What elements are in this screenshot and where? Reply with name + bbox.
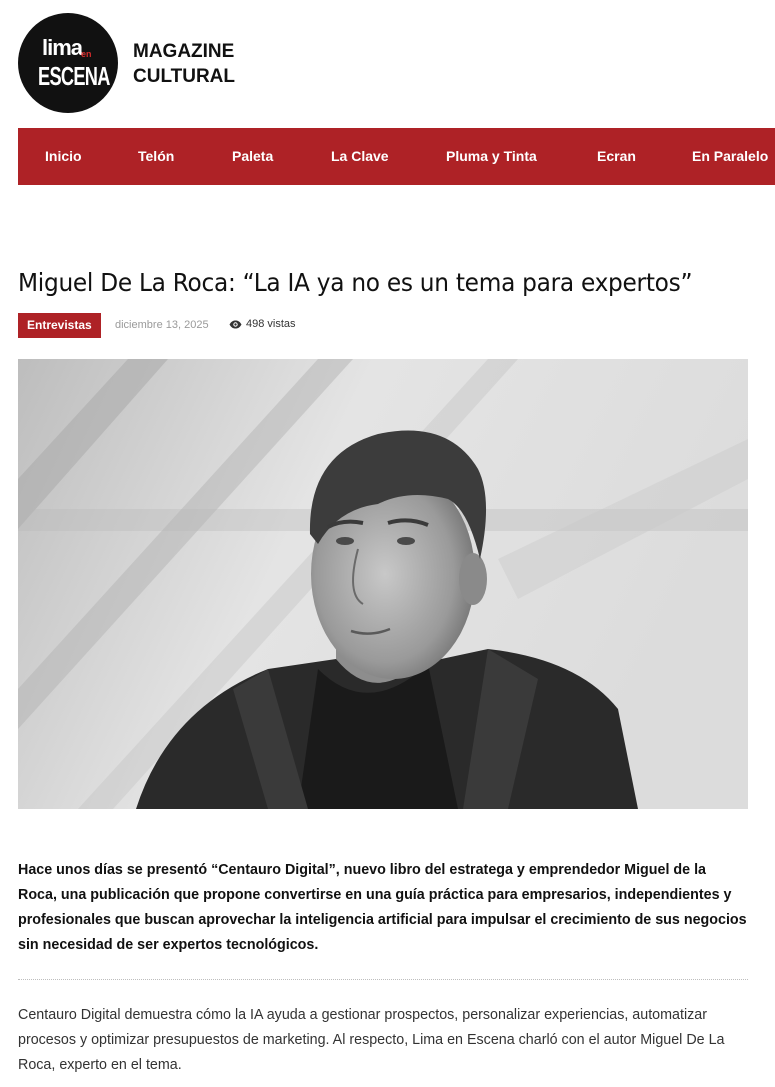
portrait-photo <box>18 359 748 809</box>
logo-escena-text: ESCENA <box>38 61 110 91</box>
logo-en-text: en <box>81 49 92 59</box>
nav-item-inicio[interactable]: Inicio <box>45 148 82 164</box>
nav-item-ecran[interactable]: Ecran <box>597 148 636 164</box>
site-tagline <box>133 39 235 89</box>
nav-item-pluma-y-tinta[interactable]: Pluma y Tinta <box>446 148 537 164</box>
main-nav <box>18 128 775 185</box>
eye-icon <box>229 320 242 329</box>
article-title: Miguel De La Roca: “La IA ya no es un tema para expertos” <box>18 268 693 297</box>
article-lead: Hace unos días se presentó “Centauro Digital”, nuevo libro del estratega y emprendedor Miguel de la Roca, una publicación que propone convertirse en una guía práctica para empresarios, independientes y profesionales que buscan aprovechar la inteligencia artificial para impulsar el crecimiento de sus negocios sin necesidad de ser expertos tecnológicos. <box>18 862 747 953</box>
nav-item-telon[interactable]: Telón <box>138 148 175 164</box>
article-date: diciembre 13, 2025 <box>115 319 209 331</box>
views-text: 498 vistas <box>246 318 296 330</box>
category-badge[interactable]: Entrevistas <box>18 313 101 338</box>
views-count <box>229 318 296 330</box>
tagline-line-1: MAGAZINE <box>133 41 235 62</box>
site-logo[interactable] <box>18 13 118 113</box>
section-divider <box>18 979 748 980</box>
tagline-line-2: CULTURAL <box>133 66 236 87</box>
nav-item-paleta[interactable]: Paleta <box>232 148 274 164</box>
logo-lima-text: lima <box>42 35 83 60</box>
featured-image <box>18 359 748 809</box>
article-body-paragraph: Centauro Digital demuestra cómo la IA ayuda a gestionar prospectos, personalizar experiencias, automatizar procesos y optimizar presupuestos de marketing. Al respecto, Lima en Escena charló con el autor Miguel De La Roca, experto en el tema. <box>18 1007 725 1073</box>
nav-item-la-clave[interactable]: La Clave <box>331 148 389 164</box>
nav-item-en-paralelo[interactable]: En Paralelo <box>692 148 769 164</box>
